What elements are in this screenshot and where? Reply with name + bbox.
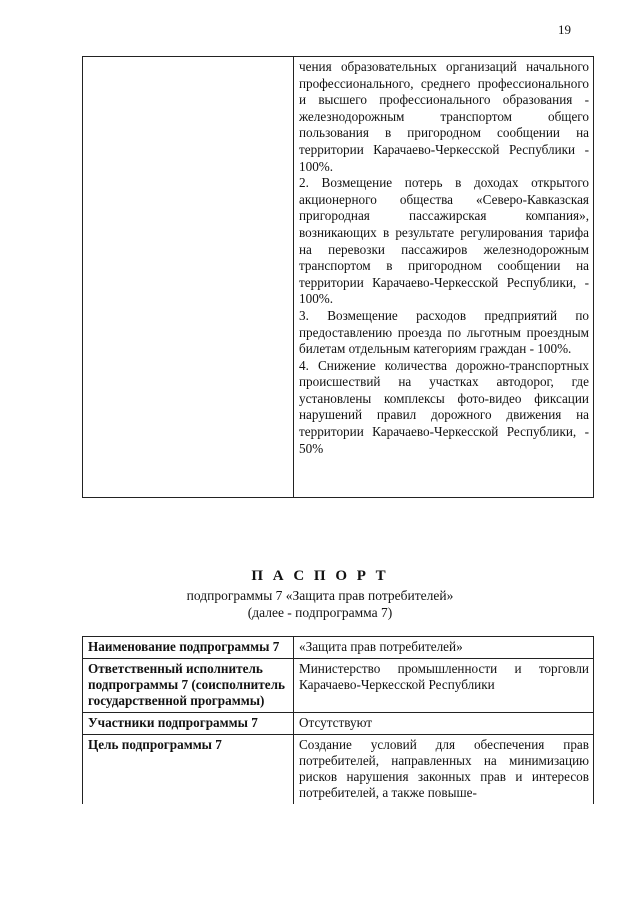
- passport-subtitle: подпрограммы 7 «Защита прав потребителей»: [186, 588, 454, 603]
- row-label: Ответственный исполнитель подпрограммы 7 (соисполнитель государственной программы): [83, 659, 294, 713]
- passport-row-name: [83, 637, 594, 659]
- continued-paragraph-2: 2. Возмещение потерь в доходах открытого акционерного общества «Северо-Кавказская пригородная пассажирская компания», возникающих в результате регулирования тарифа на перевозки пассажиров железнодорожным транспортом в пригородном сообщении на территории Карачаево-Черкесской Республики, - 100%.: [299, 175, 589, 307]
- continued-text-cell: [294, 57, 594, 498]
- row-value: Отсутствуют: [294, 713, 594, 735]
- passport-row-participants: [83, 713, 594, 735]
- row-value: Министерство промышленности и торговли Карачаево-Черкесской Республики: [294, 659, 594, 713]
- row-label: Участники подпрограммы 7: [83, 713, 294, 735]
- continued-empty-cell: [83, 57, 294, 498]
- passport-row-executor: [83, 659, 594, 713]
- row-label: Наименование подпрограммы 7: [83, 637, 294, 659]
- passport-title: П А С П О Р Т: [251, 568, 389, 584]
- row-value: «Защита прав потребителей»: [294, 637, 594, 659]
- page-number: 19: [558, 22, 571, 37]
- continued-table: [82, 56, 594, 498]
- passport-table: [82, 636, 594, 804]
- continued-paragraph-4: 4. Снижение количества дорожно-транспортных происшествий на участках автодорог, где установлены комплексы фото-видео фиксации нарушений правил дорожного движения на территории Карачаево-Черкесской Республики, - 50%: [299, 357, 589, 456]
- passport-row-goal: [83, 735, 594, 805]
- continued-row: [83, 57, 594, 498]
- passport-subtitle-note: (далее - подпрограмма 7): [247, 605, 393, 620]
- row-value: Создание условий для обеспечения прав потребителей, направленных на минимизацию рисков нарушения законных прав и интересов потребителей, а также повыше-: [294, 735, 594, 805]
- row-label: Цель подпрограммы 7: [83, 735, 294, 805]
- continued-paragraph-3: 3. Возмещение расходов предприятий по предоставлению проезда по льготным проездным билетам отдельным категориям граждан - 100%.: [299, 307, 589, 357]
- continued-paragraph-1: чения образовательных организаций начального профессионального, среднего профессионального и высшего профессионального образования - железнодорожным транспортом общего пользования в пригородном сообщении на территории Карачаево-Черкесской Республики - 100%.: [299, 59, 589, 174]
